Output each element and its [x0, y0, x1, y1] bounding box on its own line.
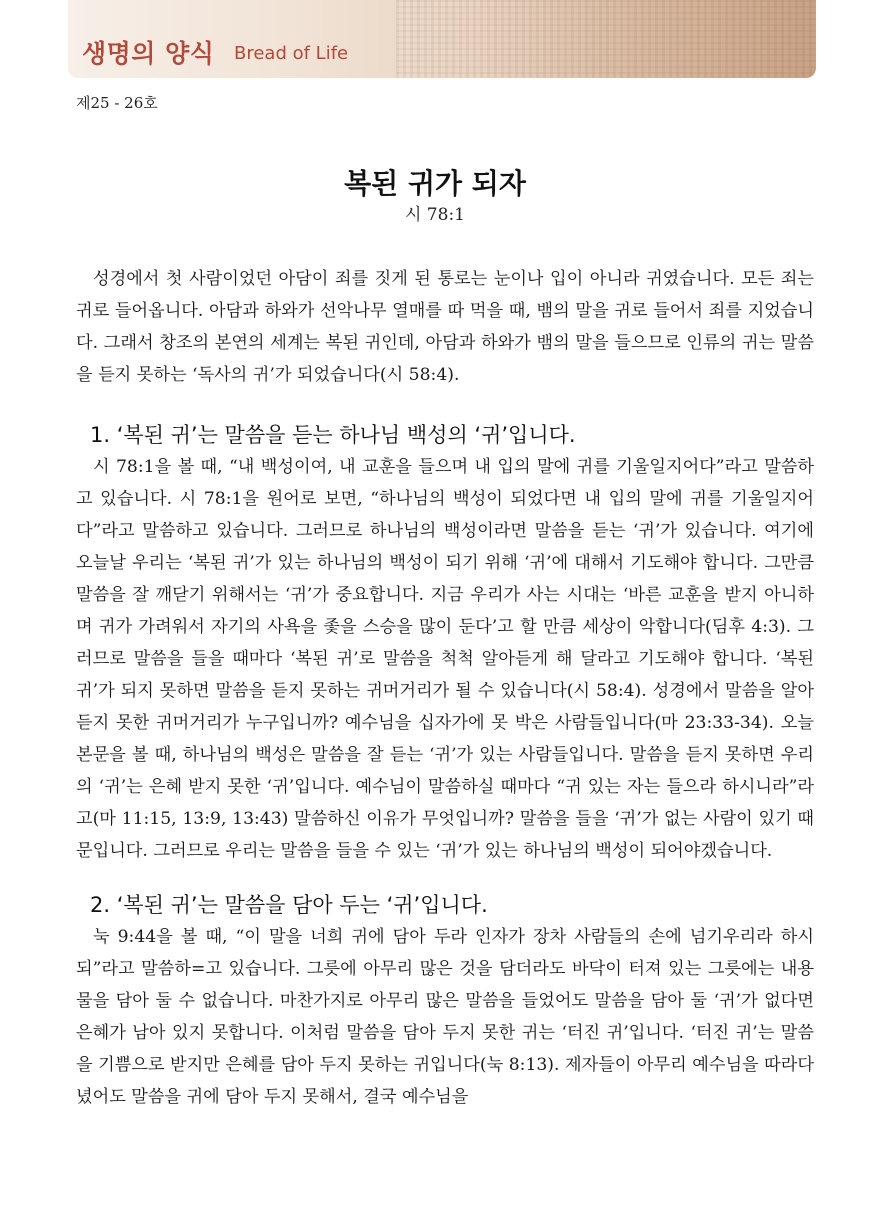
intro-paragraph: 성경에서 첫 사람이었던 아담이 죄를 짓게 된 통로는 눈이나 입이 아니라 귀였습니다. 모든 죄는 귀로 들어옵니다. 아담과 하와가 선악나무 열매를 따 먹을 때, 뱀의 말을 귀로 들어서 죄를 지었습니다. 그래서 창조의 본연의 세계는 복된 귀인데, 아담과 하와가 뱀의 말을 들으므로 인류의 귀는 말씀을 듣지 못하는 ‘독사의 귀’가 되었습니다(시 58:4). — [76, 269, 814, 385]
sermon-content — [76, 263, 814, 1113]
section-2-body: 눅 9:44을 볼 때, “이 말을 너희 귀에 담아 두라 인자가 장차 사람들의 손에 넘기우리라 하시되”라고 말씀하=고 있습니다. 그릇에 아무리 많은 것을 담더라도 바닥이 터져 있는 그릇에는 내용물을 담아 둘 수 없습니다. 마찬가지로 아무리 많은 말씀을 들었어도 말씀을 담아 둘 ‘귀’가 없다면 은혜가 남아 있지 못합니다. 이처럼 말씀을 담아 두지 못한 귀는 ‘터진 귀’입니다. ‘터진 귀’는 말씀을 기쁨으로 받지만 은혜를 담아 두지 못하는 귀입니다(눅 8:13). 제자들이 아무리 예수님을 따라다녔어도 말씀을 귀에 담아 두지 못해서, 결국 예수님을 — [76, 927, 814, 1107]
banner-background-photo — [396, 0, 816, 78]
sermon-title: 복된 귀가 되자 — [344, 167, 526, 200]
issue-number: 제25 - 26호 — [76, 94, 158, 112]
section-1-body: 시 78:1을 볼 때, “내 백성이여, 내 교훈을 들으며 내 입의 말에 귀를 기울일지어다”라고 말씀하고 있습니다. 시 78:1을 원어로 보면, “하나님의 백성이 되었다면 내 입의 말에 귀를 기울일지어다”라고 말씀하고 있습니다. 그러므로 하나님의 백성이라면 말씀을 듣는 ‘귀’가 있습니다. 여기에 오늘날 우리는 ‘복된 귀’가 있는 하나님의 백성이 되기 위해 ‘귀’에 대해서 기도해야 합니다. 그만큼 말씀을 잘 깨닫기 위해서는 ‘귀’가 중요합니다. 지금 우리가 사는 시대는 ‘바른 교훈을 받지 아니하며 귀가 가려워서 자기의 사욕을 좇을 스승을 많이 둔다’고 할 만큼 세상이 악합니다(딤후 4:3). 그러므로 말씀을 들을 때마다 ‘복된 귀’로 말씀을 척척 알아듣게 해 달라고 기도해야 합니다. ‘복된 귀’가 되지 못하면 말씀을 듣지 못하는 귀머거리가 될 수 있습니다(시 58:4). 성경에서 말씀을 알아듣지 못한 귀머거리가 누구입니까? 예수님을 십자가에 못 박은 사람들입니다(마 23:33-34). 오늘 본문을 볼 때, 하나님의 백성은 말씀을 잘 듣는 ‘귀’가 있는 사람들입니다. 말씀을 듣지 못하면 우리의 ‘귀’는 은혜 받지 못한 ‘귀’입니다. 예수님이 말씀하실 때마다 “귀 있는 자는 들으라 하시니라”라고(마 11:15, 13:9, 13:43) 말씀하신 이유가 무엇입니까? 말씀을 들을 ‘귀’가 없는 사람이 있기 때문입니다. 그러므로 우리는 말씀을 들을 수 있는 ‘귀’가 있는 하나님의 백성이 되어야겠습니다. — [76, 457, 814, 861]
section-2-heading: 2. ‘복된 귀’는 말씀을 담아 두는 ‘귀’입니다. — [90, 893, 488, 917]
section-1-heading: 1. ‘복된 귀’는 말씀을 듣는 하나님 백성의 ‘귀’입니다. — [90, 423, 576, 447]
publication-subtitle: Bread of Life — [234, 43, 349, 64]
header-banner — [68, 0, 816, 78]
publication-title: 생명의 양식 — [82, 39, 215, 68]
scripture-reference: 시 78:1 — [404, 205, 465, 225]
